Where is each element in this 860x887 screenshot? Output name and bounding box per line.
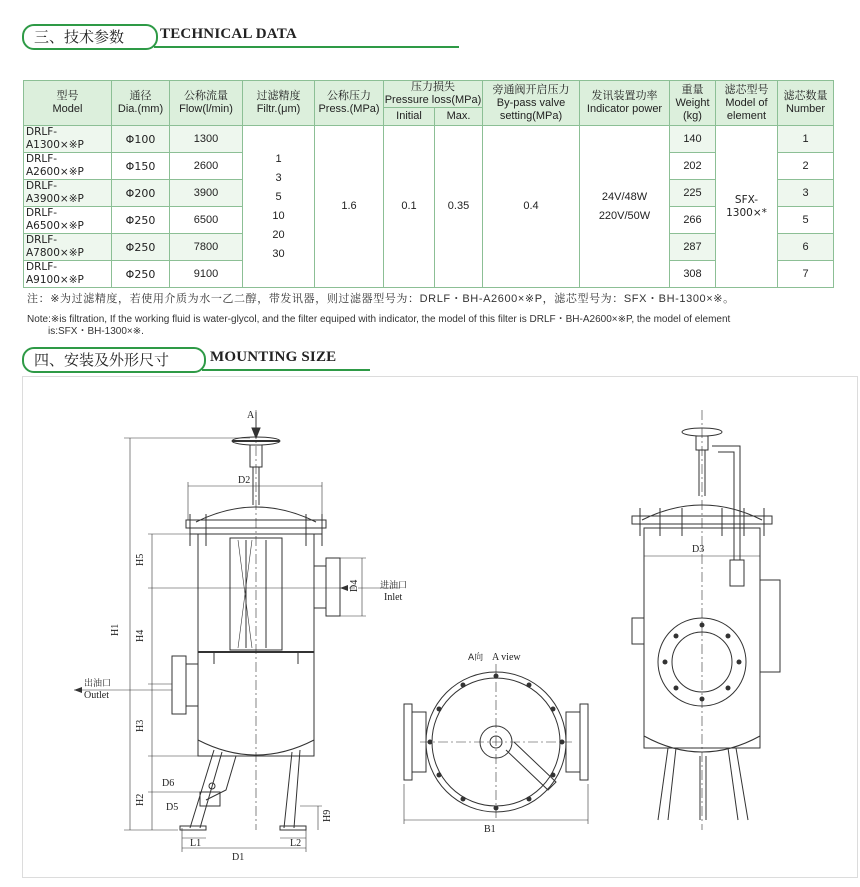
label-l1: L1: [190, 838, 202, 849]
front-view: [74, 410, 400, 852]
header-filtration: 过滤精度 Filtr.(μm): [243, 81, 315, 126]
label-h4: H4: [135, 629, 146, 642]
a-view: [404, 664, 588, 824]
label-d5: D5: [166, 802, 179, 813]
section-3-title-en: TECHNICAL DATA: [160, 26, 297, 42]
cell-flow: 1300: [170, 126, 243, 153]
label-d4: D4: [349, 579, 360, 592]
cell-weight: 266: [670, 207, 716, 234]
header-dia: 通径 Dia.(mm): [112, 81, 170, 126]
label-d3: D3: [692, 544, 705, 555]
cell-ploss-initial: 0.1: [384, 126, 435, 288]
label-h2: H2: [135, 793, 146, 806]
note-english-line2: is:SFX・BH-1300×※.: [48, 326, 144, 337]
label-d6: D6: [162, 778, 175, 789]
label-h9: H9: [322, 809, 333, 822]
header-number: 滤芯数量 Number: [778, 81, 834, 126]
cell-element: SFX-1300×*: [716, 126, 778, 288]
cell-weight: 225: [670, 180, 716, 207]
cell-ploss-max: 0.35: [435, 126, 483, 288]
header-model: 型号 Model: [24, 81, 112, 126]
side-view: [632, 410, 780, 830]
cell-model: DRLF-A2600×※P: [24, 153, 112, 180]
header-max: Max.: [435, 108, 483, 126]
header-indicator: 发讯装置功率 Indicator power: [580, 81, 670, 126]
cell-model: DRLF-A6500×※P: [24, 207, 112, 234]
cell-weight: 202: [670, 153, 716, 180]
label-a-view-en: A view: [492, 652, 521, 663]
label-d2: D2: [238, 475, 251, 486]
cell-number: 3: [778, 180, 834, 207]
cell-dia: Φ250: [112, 207, 170, 234]
label-d1: D1: [232, 852, 245, 863]
cell-number: 1: [778, 126, 834, 153]
cell-indicator: 24V/48W 220V/50W: [580, 126, 670, 288]
label-h5: H5: [135, 553, 146, 566]
cell-number: 6: [778, 234, 834, 261]
cell-dia: Φ100: [112, 126, 170, 153]
note-english-line1: Note:※is filtration, If the working fluid is water-glycol, and the filter equiped with indicator, the model of this filter is DRLF・BH-A2600×※P, the model of element: [27, 314, 731, 325]
cell-weight: 287: [670, 234, 716, 261]
cell-number: 5: [778, 207, 834, 234]
label-inlet-cn: 进油口: [380, 581, 408, 591]
section-3-title-cn: 三、技术参数: [22, 24, 158, 50]
label-h1: H1: [110, 623, 121, 636]
header-initial: Initial: [384, 108, 435, 126]
note-chinese: 注：※为过滤精度，若使用介质为水一乙二醇，带发讯器，则过滤器型号为：DRLF・BH-A2600×※P，滤芯型号为：SFX・BH-1300×※。: [27, 293, 735, 305]
cell-number: 7: [778, 261, 834, 288]
cell-flow: 2600: [170, 153, 243, 180]
cell-dia: Φ250: [112, 234, 170, 261]
header-pressure-loss: 压力损失 Pressure loss(MPa): [384, 81, 482, 106]
label-b1: B1: [484, 824, 496, 835]
cell-model: DRLF-A7800×※P: [24, 234, 112, 261]
cell-model: DRLF-A9100×※P: [24, 261, 112, 288]
header-bypass: 旁通阀开启压力 By-pass valve setting(MPa): [483, 81, 580, 126]
cell-bypass: 0.4: [483, 126, 580, 288]
label-a-view-cn: A向: [468, 653, 484, 663]
cell-flow: 6500: [170, 207, 243, 234]
cell-filtration: 1 3 5 10 20 30: [243, 126, 315, 288]
header-element: 滤芯型号 Model of element: [716, 81, 778, 126]
cell-flow: 3900: [170, 180, 243, 207]
header-flow: 公称流量 Flow(l/min): [170, 81, 243, 126]
label-inlet-en: Inlet: [384, 592, 403, 603]
section-4-title-cn: 四、安装及外形尺寸: [22, 347, 206, 373]
label-outlet-cn: 出油口: [84, 679, 112, 689]
header-weight: 重量 Weight (kg): [670, 81, 716, 126]
cell-number: 2: [778, 153, 834, 180]
header-pressure: 公称压力 Press.(MPa): [315, 81, 384, 126]
label-a-arrow: A: [247, 410, 255, 421]
cell-pressure: 1.6: [315, 126, 384, 288]
cell-dia: Φ200: [112, 180, 170, 207]
cell-model: DRLF-A1300×※P: [24, 126, 112, 153]
label-outlet-en: Outlet: [84, 690, 109, 701]
cell-flow: 7800: [170, 234, 243, 261]
cell-dia: Φ150: [112, 153, 170, 180]
cell-flow: 9100: [170, 261, 243, 288]
label-l2: L2: [290, 838, 302, 849]
section-4-title-en: MOUNTING SIZE: [210, 349, 337, 365]
cell-weight: 140: [670, 126, 716, 153]
cell-dia: Φ250: [112, 261, 170, 288]
cell-model: DRLF-A3900×※P: [24, 180, 112, 207]
label-h3: H3: [135, 719, 146, 732]
cell-weight: 308: [670, 261, 716, 288]
